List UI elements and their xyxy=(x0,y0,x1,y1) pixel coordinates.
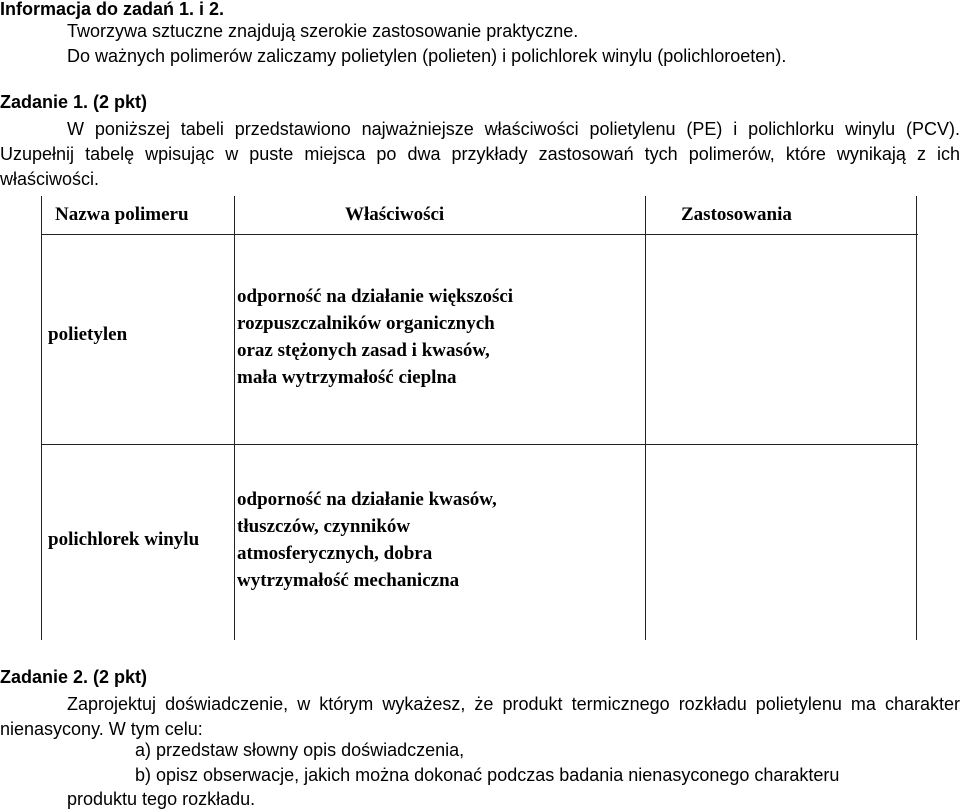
task2-item-b-cont: produktu tego rozkładu. xyxy=(67,789,256,809)
task2-item-b: b) opisz obserwacje, jakich można dokonać podczas badania nienasyconego charakteru xyxy=(135,765,840,785)
task2-item-a: a) przedstaw słowny opis doświadczenia, xyxy=(135,740,465,760)
polymer-table xyxy=(41,196,918,640)
info-heading: Informacja do zadań 1. i 2. xyxy=(0,0,225,19)
row-1-properties: odporność na działanie większości rozpuszczalników organicznych oraz stężonych zasad i kwasów, mała wytrzymałość cieplna xyxy=(237,286,514,388)
header-applications: Zastosowania xyxy=(681,204,792,225)
row-2-properties: odporność na działanie kwasów, tłuszczów, czynników atmosferycznych, dobra wytrzymałość mechaniczna xyxy=(237,489,497,591)
row-1-name: polietylen xyxy=(48,324,128,345)
task1-heading: Zadanie 1. (2 pkt) xyxy=(0,92,148,112)
header-name: Nazwa polimeru xyxy=(55,204,189,225)
info-line-2: Do ważnych polimerów zaliczamy polietylen (polieten) i polichlorek winylu (polichloroeten). xyxy=(67,46,787,66)
row-1-applications-blank[interactable] xyxy=(651,286,906,436)
task1-text: W poniższej tabeli przedstawiono najważniejsze właściwości polietylenu (PE) i polichlorku winylu (PCV). Uzupełnij tabelę wpisując w puste miejsca po dwa przykłady zastosowań tych polimerów, które wynikają z ich właściwości. xyxy=(0,119,960,189)
task2-text: Zaprojektuj doświadczenie, w którym wykażesz, że produkt termicznego rozkładu polietylenu ma charakter nienasycony. W tym celu: xyxy=(0,694,960,739)
header-properties: Właściwości xyxy=(345,204,445,225)
info-line-1: Tworzywa sztuczne znajdują szerokie zastosowanie praktyczne. xyxy=(67,21,579,41)
task2-heading: Zadanie 2. (2 pkt) xyxy=(0,667,148,687)
row-2-name: polichlorek winylu xyxy=(48,529,200,550)
row-2-applications-blank[interactable] xyxy=(651,456,906,626)
